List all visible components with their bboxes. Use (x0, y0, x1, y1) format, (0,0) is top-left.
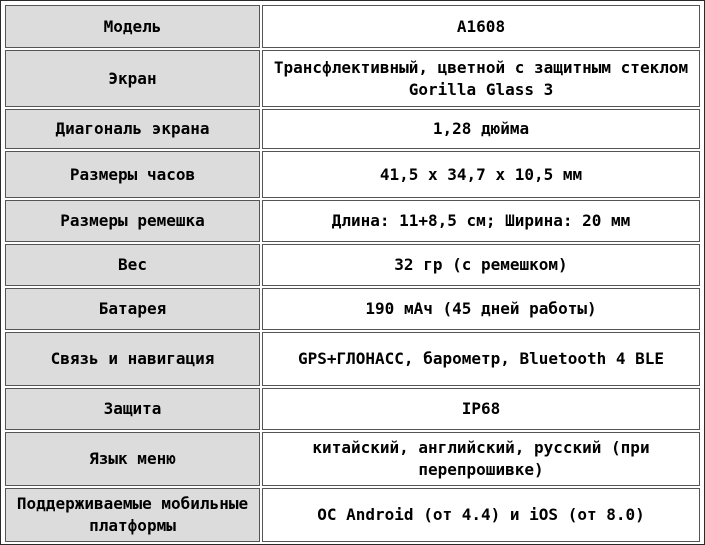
table-row (5, 432, 700, 486)
spec-label: Экран (5, 50, 260, 107)
spec-value: 32 гр (с ремешком) (262, 244, 700, 286)
spec-value: Трансфлективный, цветной с защитным стеклом Gorilla Glass 3 (262, 50, 700, 107)
spec-label: Размеры часов (5, 151, 260, 198)
spec-value: GPS+ГЛОНАСС, барометр, Bluetooth 4 BLE (262, 332, 700, 386)
spec-value: китайский, английский, русский (при перепрошивке) (262, 432, 700, 486)
spec-value: Длина: 11+8,5 см; Ширина: 20 мм (262, 200, 700, 242)
table-row (5, 151, 700, 198)
table-row (5, 5, 700, 48)
spec-value: ОС Android (от 4.4) и iOS (от 8.0) (262, 488, 700, 542)
spec-value: 190 мАч (45 дней работы) (262, 288, 700, 330)
spec-value: IP68 (262, 388, 700, 430)
spec-label: Диагональ экрана (5, 109, 260, 149)
spec-label: Связь и навигация (5, 332, 260, 386)
table-row (5, 109, 700, 149)
table-row (5, 200, 700, 242)
spec-label: Защита (5, 388, 260, 430)
spec-value: A1608 (262, 5, 700, 48)
spec-label: Размеры ремешка (5, 200, 260, 242)
table-row (5, 50, 700, 107)
spec-label: Поддерживаемые мобильные платформы (5, 488, 260, 542)
spec-value: 41,5 x 34,7 x 10,5 мм (262, 151, 700, 198)
table-row (5, 332, 700, 386)
spec-label: Модель (5, 5, 260, 48)
table-row (5, 244, 700, 286)
spec-table (3, 3, 702, 544)
spec-label: Язык меню (5, 432, 260, 486)
table-row (5, 288, 700, 330)
spec-label: Вес (5, 244, 260, 286)
spec-value: 1,28 дюйма (262, 109, 700, 149)
table-row (5, 388, 700, 430)
spec-label: Батарея (5, 288, 260, 330)
table-row (5, 488, 700, 542)
